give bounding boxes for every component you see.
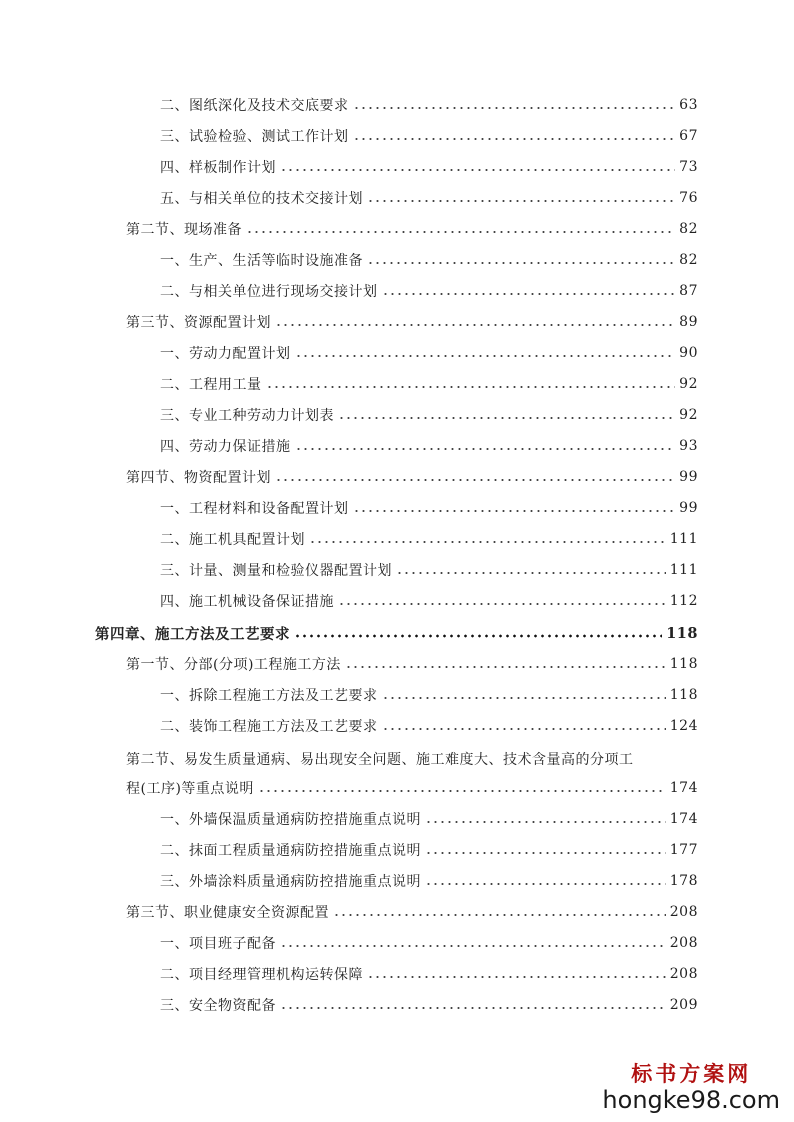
toc-page-number: 76 [679, 190, 698, 206]
toc-entry-label: 三、安全物资配备 [160, 998, 276, 1014]
toc-entry [160, 838, 698, 862]
dot-leader [353, 106, 676, 110]
dot-leader [246, 230, 675, 234]
dot-leader [280, 168, 675, 172]
toc-page-number: 177 [669, 842, 698, 858]
toc-entry-label: 第二节、现场准备 [126, 222, 242, 238]
toc-entry-label: 程(工序)等重点说明 [126, 781, 254, 797]
toc-page-number: 174 [669, 780, 698, 796]
dot-leader [258, 789, 666, 793]
toc-page-number: 124 [669, 718, 698, 734]
toc-page-number: 67 [679, 128, 698, 144]
toc-entry-label: 第三节、资源配置计划 [126, 315, 271, 331]
dot-leader [425, 851, 666, 855]
toc-entry [160, 403, 698, 427]
toc-entry-label: 二、装饰工程施工方法及工艺要求 [160, 719, 378, 735]
toc-page-number: 93 [679, 438, 698, 454]
toc-page-number: 87 [679, 283, 698, 299]
site-watermark [602, 1058, 780, 1114]
toc-entry [160, 93, 698, 117]
toc-page-number: 208 [669, 935, 698, 951]
toc-entry [160, 279, 698, 303]
toc-entry [160, 124, 698, 148]
dot-leader [309, 540, 666, 544]
toc-entry [126, 217, 698, 241]
dot-leader [280, 944, 666, 948]
dot-leader [425, 820, 666, 824]
toc-page-number: 112 [669, 593, 698, 609]
toc-entry-label: 三、试验检验、测试工作计划 [160, 129, 349, 145]
dot-leader [280, 1006, 666, 1010]
toc-entry [160, 372, 698, 396]
toc-entry [126, 776, 698, 800]
toc-entry-label: 一、项目班子配备 [160, 936, 276, 952]
toc-entry-label: 一、外墙保温质量通病防控措施重点说明 [160, 812, 421, 828]
toc-page-number: 90 [679, 345, 698, 361]
dot-leader [338, 602, 666, 606]
toc-page-number: 208 [669, 904, 698, 920]
toc-page-number: 63 [679, 97, 698, 113]
toc-entry [160, 558, 698, 582]
dot-leader [266, 385, 676, 389]
toc-entry [126, 900, 698, 924]
toc-page-number: 111 [669, 562, 698, 578]
dot-leader [382, 292, 676, 296]
toc-entry [160, 683, 698, 707]
toc-entry [160, 527, 698, 551]
toc-entry [160, 869, 698, 893]
dot-leader [338, 416, 675, 420]
toc-page-number: 111 [669, 531, 698, 547]
toc-entry [126, 465, 698, 489]
toc-entry [160, 807, 698, 831]
watermark-chinese-text: 标书方案网 [631, 1061, 752, 1086]
toc-entry-label: 一、工程材料和设备配置计划 [160, 501, 349, 517]
toc-entry-label: 四、施工机械设备保证措施 [160, 594, 334, 610]
toc-entry-label: 第三节、职业健康安全资源配置 [126, 905, 329, 921]
toc-page-number: 99 [679, 469, 698, 485]
toc-entry-label: 二、抹面工程质量通病防控措施重点说明 [160, 843, 421, 859]
toc-entry-label: 三、专业工种劳动力计划表 [160, 408, 334, 424]
dot-leader [295, 354, 676, 358]
toc-page-number: 174 [669, 811, 698, 827]
toc-page-number: 73 [679, 159, 698, 175]
toc-entry [160, 248, 698, 272]
toc-entry-label: 二、图纸深化及技术交底要求 [160, 98, 349, 114]
toc-entry-label: 四、劳动力保证措施 [160, 439, 291, 455]
toc-page-number: 178 [669, 873, 698, 889]
toc-entry [160, 155, 698, 179]
toc-entry [160, 931, 698, 955]
dot-leader [353, 509, 676, 513]
dot-leader [367, 975, 666, 979]
toc-entry-label: 二、项目经理管理机构运转保障 [160, 967, 363, 983]
toc-entry [160, 186, 698, 210]
dot-leader [382, 696, 666, 700]
toc-entry-label: 一、拆除工程施工方法及工艺要求 [160, 688, 378, 704]
dot-leader [367, 199, 675, 203]
toc-entry [160, 434, 698, 458]
toc-entry-label: 二、与相关单位进行现场交接计划 [160, 284, 378, 300]
toc-page-number: 209 [669, 997, 698, 1013]
toc-entry-label: 五、与相关单位的技术交接计划 [160, 191, 363, 207]
toc-entry [160, 341, 698, 365]
toc-entry-label: 第四章、施工方法及工艺要求 [95, 625, 290, 643]
dot-leader [333, 913, 666, 917]
toc-entry-label: 一、劳动力配置计划 [160, 346, 291, 362]
toc-entry-label: 第四节、物资配置计划 [126, 470, 271, 486]
dot-leader [382, 727, 666, 731]
toc-page-number: 99 [679, 500, 698, 516]
toc-page-number: 118 [666, 624, 698, 642]
toc-page-number: 118 [669, 656, 698, 672]
toc-entry [160, 993, 698, 1017]
watermark-url-text: hongke98.com [602, 1086, 780, 1114]
dot-leader [294, 634, 662, 638]
dot-leader [275, 323, 675, 327]
toc-page-number: 89 [679, 314, 698, 330]
toc-entry-label: 三、外墙涂料质量通病防控措施重点说明 [160, 874, 421, 890]
dot-leader [345, 665, 666, 669]
dot-leader [396, 571, 666, 575]
toc-entry [160, 714, 698, 738]
toc-page-number: 92 [679, 376, 698, 392]
toc-entry-wrapped-line: 第二节、易发生质量通病、易出现安全问题、施工难度大、技术含量高的分项工 [126, 752, 634, 768]
toc-entry [160, 962, 698, 986]
toc-entry [126, 310, 698, 334]
toc-entry [160, 496, 698, 520]
toc-entry-label: 三、计量、测量和检验仪器配置计划 [160, 563, 392, 579]
toc-entry [126, 652, 698, 676]
toc-entry-label: 四、样板制作计划 [160, 160, 276, 176]
dot-leader [295, 447, 676, 451]
toc-entry-label: 第一节、分部(分项)工程施工方法 [126, 657, 341, 673]
toc-entry [160, 589, 698, 613]
toc-page-number: 118 [669, 687, 698, 703]
dot-leader [275, 478, 675, 482]
dot-leader [425, 882, 666, 886]
toc-chapter-entry [95, 621, 698, 645]
dot-leader [353, 137, 676, 141]
dot-leader [367, 261, 675, 265]
toc-entry-label: 二、工程用工量 [160, 377, 262, 393]
toc-entry-label: 二、施工机具配置计划 [160, 532, 305, 548]
toc-entry-label: 一、生产、生活等临时设施准备 [160, 253, 363, 269]
toc-page-number: 82 [679, 221, 698, 237]
toc-page-number: 82 [679, 252, 698, 268]
toc-page-number: 92 [679, 407, 698, 423]
toc-page-number: 208 [669, 966, 698, 982]
